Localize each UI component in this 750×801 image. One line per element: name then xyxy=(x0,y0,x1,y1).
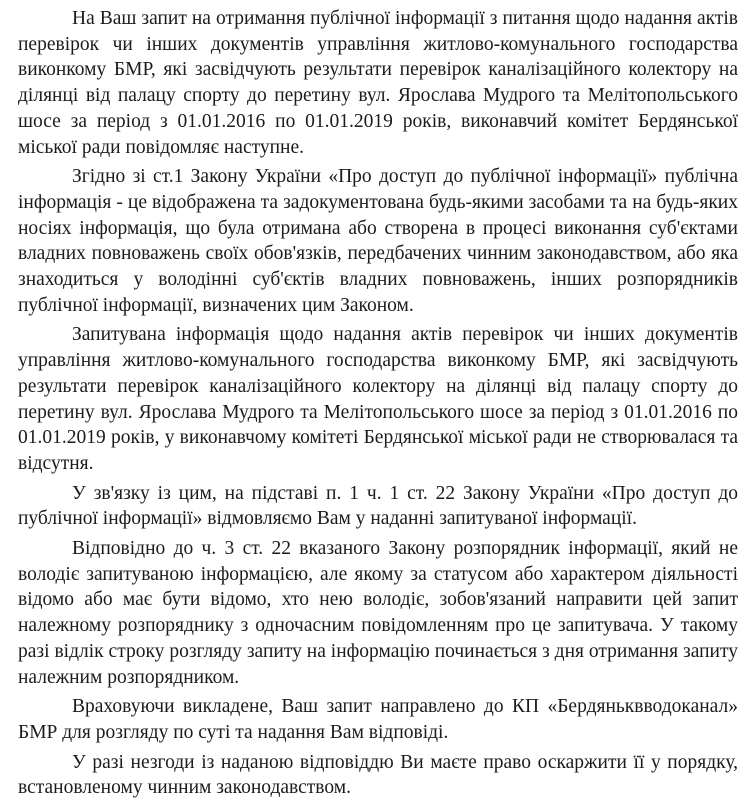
paragraph-information-absent: Запитувана інформація щодо надання актів перевірок чи інших документів управління житлово-комунального господарства виконкому БМР, які засвідчують результати перевірок каналізаційного колектору на ділянці від палацу спорту до перетину вул. Ярослава Мудрого та Мелітопольського шосе за період з 01.01.2016 по 01.01.2019 років, у виконавчому комітеті Бердянської міської ради не створювалася та відсутня. xyxy=(18,324,738,474)
paragraph-request-intro: На Ваш запит на отримання публічної інформації з питання щодо надання актів перевірок чи інших документів управління житлово-комунального господарства виконкому БМР, які засвідчують результати перевірок каналізаційного колектору на ділянці від палацу спорту до перетину вул. Ярослава Мудрого та Мелітопольського шосе за період з 01.01.2016 по 01.01.2019 років, виконавчий комітет Бердянської міської ради повідомляє наступне. xyxy=(18,8,738,158)
paragraph-forwarding-rule: Відповідно до ч. 3 ст. 22 вказаного Закону розпорядник інформації, який не володіє запитуваною інформацією, але якому за статусом або характером діяльності відомо або має бути відомо, хто нею володіє, зобов'язаний направити цей запит належному розпоряднику з одночасним повідомленням про це запитувача. У такому разі відлік строку розгляду запиту на інформацію починається з дня отримання запиту належним розпорядником. xyxy=(18,538,738,688)
paragraph-refusal: У зв'язку із цим, на підставі п. 1 ч. 1 ст. 22 Закону України «Про доступ до публічної інформації» відмовляємо Вам у наданні запитуваної інформації. xyxy=(18,482,738,530)
paragraph-appeal-right: У разі незгоди із наданою відповіддю Ви маєте право оскаржити її у порядку, встановленому чинним законодавством. xyxy=(18,751,738,799)
paragraph-law-definition: Згідно зі ст.1 Закону України «Про доступ до публічної інформації» публічна інформація - це відображена та задокументована будь-якими засобами та на будь-яких носіях інформація, що була отримана або створена в процесі виконання суб'єктами владних повноважень своїх обов'язків, передбачених чинним законодавством, або яка знаходиться у володінні суб'єктів владних повноважень, інших розпорядників публічної інформації, визначених цим Законом. xyxy=(18,166,738,316)
paragraph-forwarded: Враховуючи викладене, Ваш запит направлено до КП «Бердяньквводоканал» БМР для розгляду по суті та надання Вам відповіді. xyxy=(18,696,738,743)
